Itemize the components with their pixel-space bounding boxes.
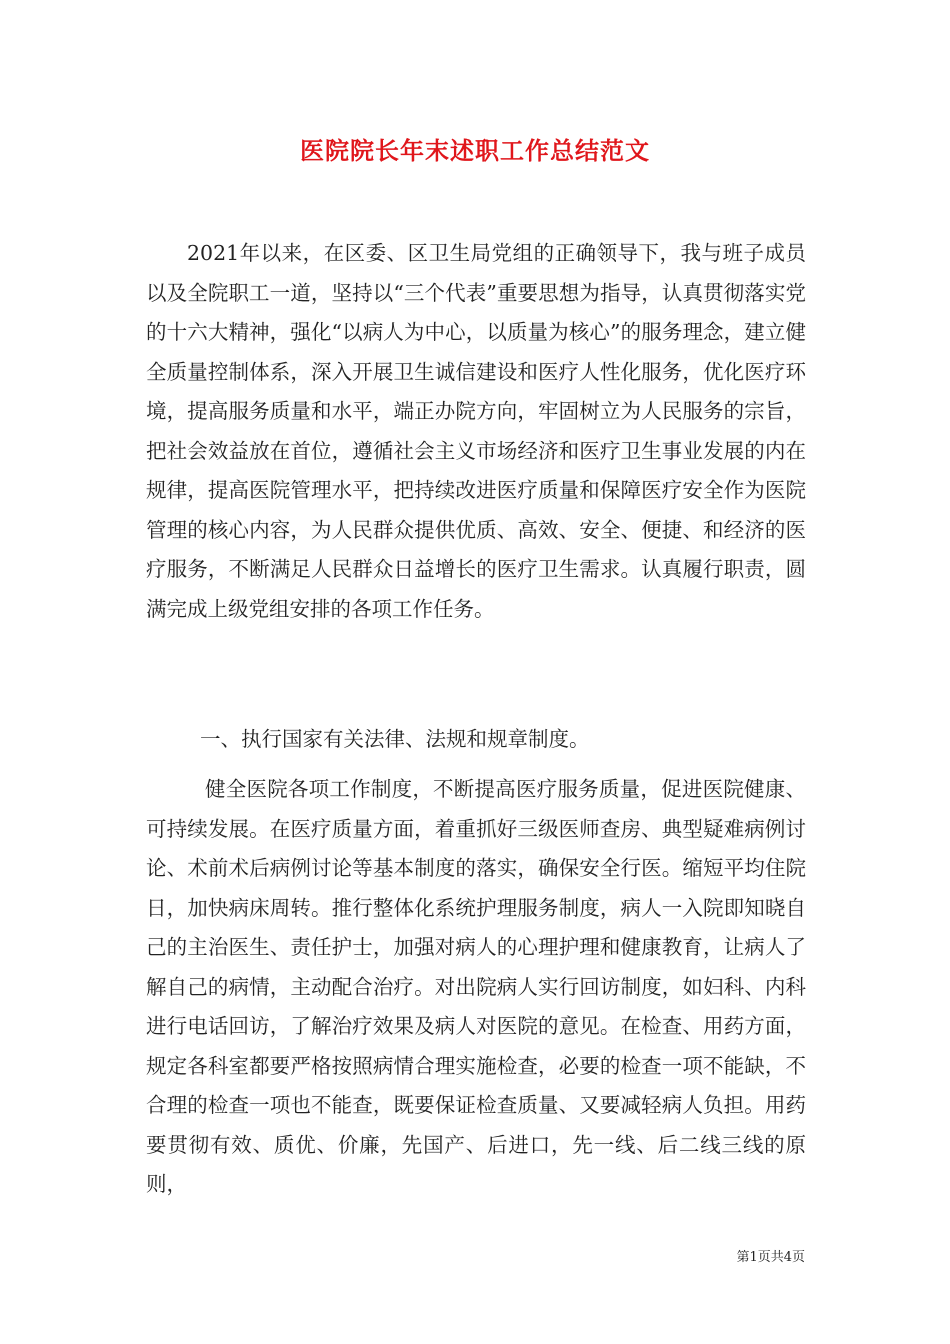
page-title: 医院院长年末述职工作总结范文 — [300, 136, 650, 165]
page-number-footer: 第1页共4页 — [736, 1250, 805, 1265]
section-heading: 一、执行国家有关法律、法规和规章制度。 — [200, 727, 590, 751]
paragraph-intro: 2021年以来，在区委、区卫生局党组的正确领导下，我与班子成员以及全院职工一道，坚持以“三个代表”重要思想为指导，认真贯彻落实党的十六大精神，强化“以病人为中心，以质量为核心”的服务理念，建立健全质量控制体系，深入开展卫生诚信建设和医疗人性化服务，优化医疗环境，提高服务质量和水平，端正办院方向，牢固树立为人民服务的宗旨，把社会效益放在首位，遵循社会主义市场经济和医疗卫生事业发展的内在规律，提高医院管理水平，把持续改进医疗质量和保障医疗安全作为医院管理的核心内容，为人民群众提供优质、高效、安全、便捷、和经济的医疗服务，不断满足人民群众日益增长的医疗卫生需求。认真履行职责，圆满完成上级党组安排的各项工作任务。 — [146, 241, 806, 621]
paragraph-section-1: 健全医院各项工作制度，不断提高医疗服务质量，促进医院健康、可持续发展。在医疗质量方面，着重抓好三级医师查房、典型疑难病例讨论、术前术后病例讨论等基本制度的落实，确保安全行医。缩短平均住院日，加快病床周转。推行整体化系统护理服务制度，病人一入院即知晓自己的主治医生、责任护士，加强对病人的心理护理和健康教育，让病人了解自己的病情，主动配合治疗。对出院病人实行回访制度，如妇科、内科进行电话回访，了解治疗效果及病人对医院的意见。在检查、用药方面，规定各科室都要严格按照病情合理实施检查，必要的检查一项不能缺，不合理的检查一项也不能查，既要保证检查质量、又要减轻病人负担。用药要贯彻有效、质优、价廉，先国产、后进口，先一线、后二线三线的原则， — [146, 777, 806, 1196]
